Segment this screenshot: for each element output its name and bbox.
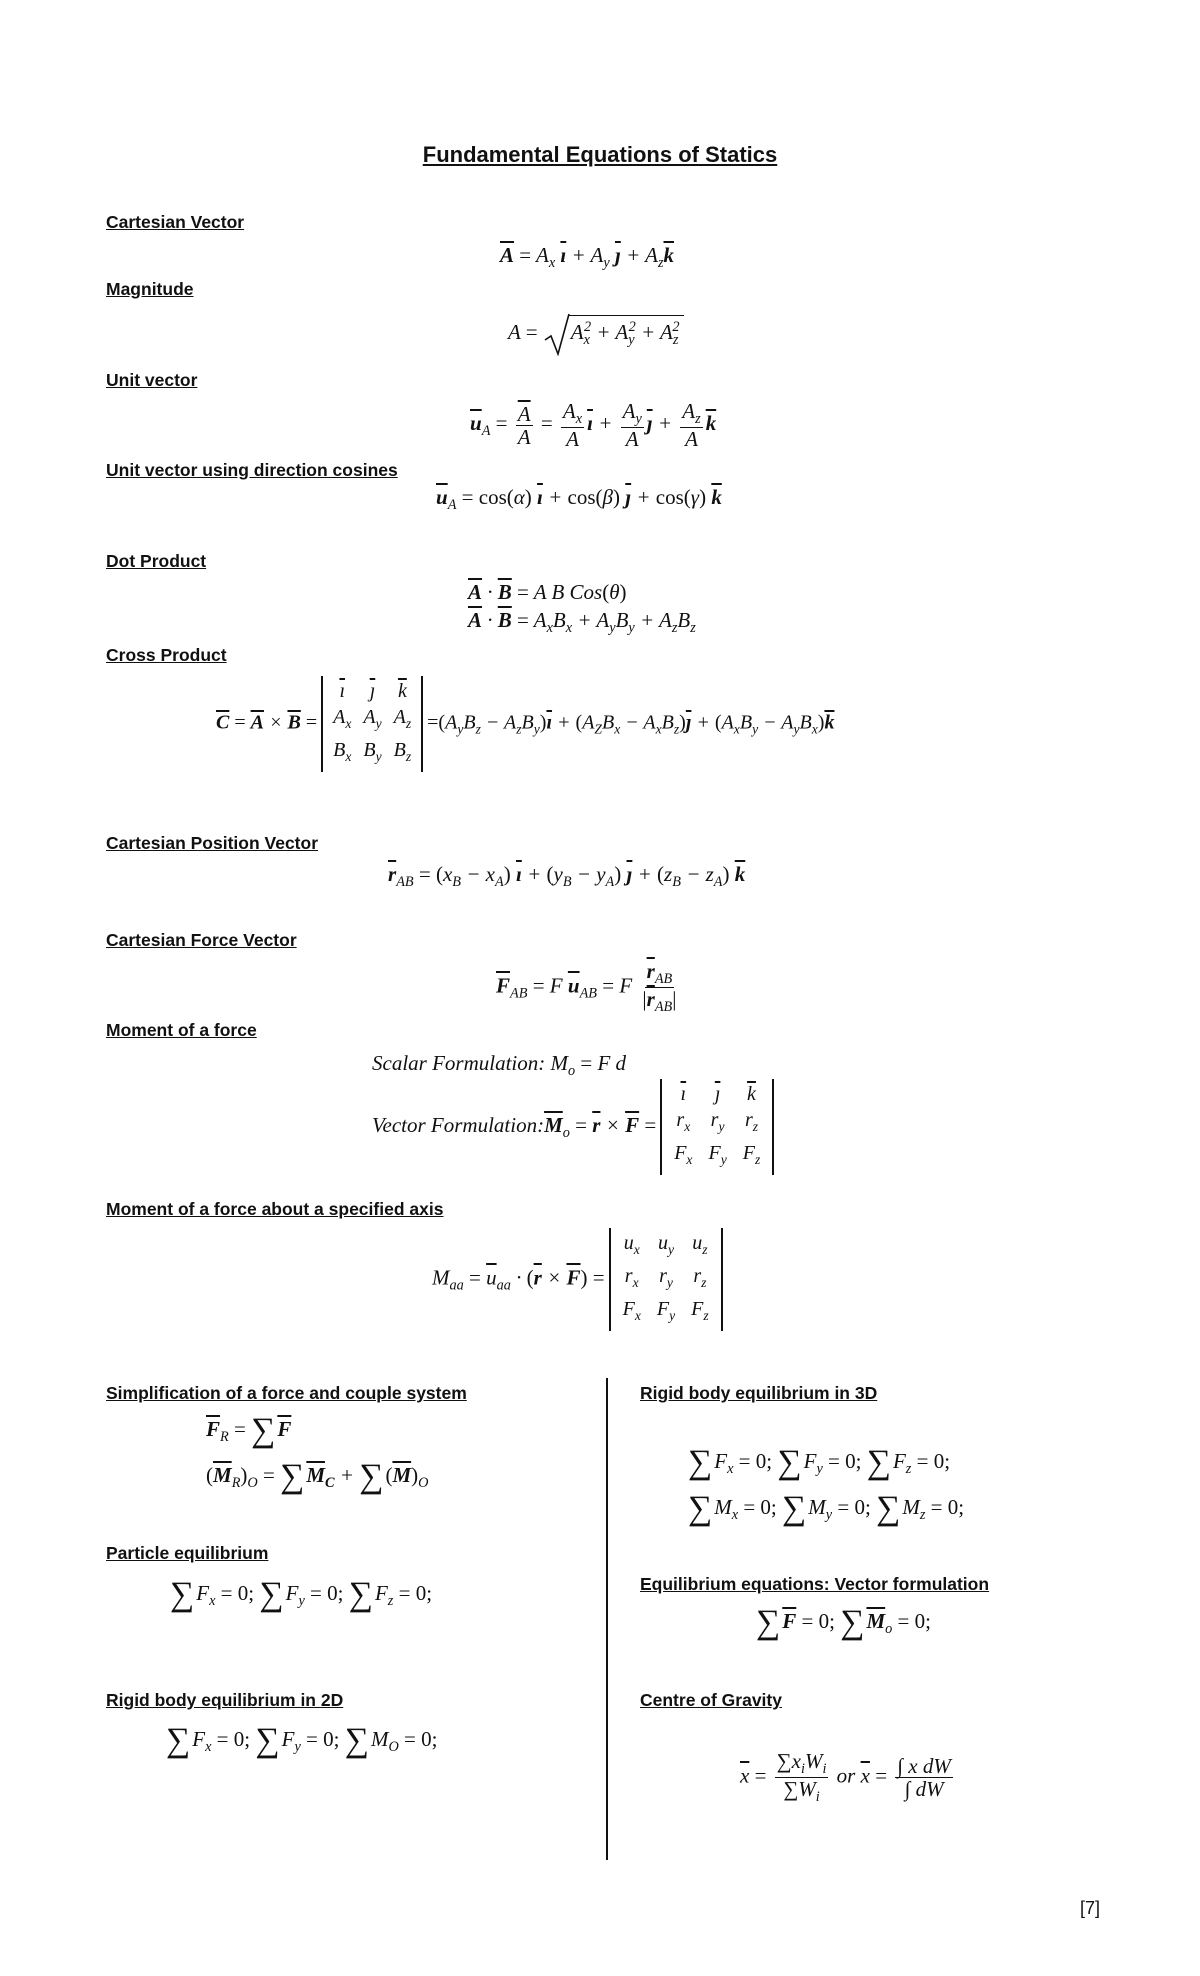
eq-moment-axis: $M_{aa} = \overline{u}_{aa} \cdot (\overline{r} \times \overline{F})$ = $u_x$ $u_y$ $u_z$ $r_x$ $r_y$ $r_z$ $F_x$ $F_y$ $F_z$	[432, 1228, 727, 1331]
label-vector-formulation: Equilibrium equations: Vector formulation	[640, 1574, 990, 1594]
label-moment-axis: Moment of a force about a specified axis	[106, 1199, 444, 1219]
label-rigid-3d: Rigid body equilibrium in 3D	[640, 1383, 878, 1403]
label-magnitude: Magnitude	[106, 279, 194, 299]
label-unit-vector: Unit vector	[106, 370, 198, 390]
sqrt-sign-icon	[543, 312, 571, 356]
eq-resultant-moment: $(\overline{M}_R)_O = \sum\overline{M}_C + \sum(\overline{M})_O$	[206, 1458, 429, 1495]
determinant-axis: $u_x$ $u_y$ $u_z$ $r_x$ $r_y$ $r_z$ $F_x$ $F_y$ $F_z$	[609, 1228, 723, 1331]
page-title: Fundamental Equations of Statics	[422, 142, 778, 167]
label-simplification: Simplification of a force and couple system	[106, 1383, 467, 1403]
eq-moment-vector: Vector $Formulation:\overline{M}_o = \overline{r} \times \overline{F}$ = $\overline{ı}$ $\overline{ȷ}$ $\overline{k}$ $r_x$ $r_y$ $r_z$ $F_x$ $F_y$ $F_z$	[372, 1079, 778, 1175]
label-dot-product: Dot Product	[106, 551, 207, 571]
label-unit-vector-cosines: Unit vector using direction cosines	[106, 460, 398, 480]
eq-centre-gravity: $\overline{x}$ = $\frac{\sum x_iW_i}{\sum W_i}$ or $\overline{x}$ = $\frac{\text{∫ x dW}}{\int dW}$	[740, 1749, 951, 1806]
eq-position-vector: $\overline{r}_{AB} = (x_B - x_A) \overline{ı} + (y_B - y_A) \overline{ȷ} + (z_B - z_A)$ $\overline{k}$	[388, 862, 746, 891]
eq-particle-equilibrium: $\sum F_x = 0$; $\sum F_y = 0$; $\sum F_z = 0$;	[170, 1576, 433, 1613]
or-text: or	[836, 1763, 856, 1788]
label-position-vector: Cartesian Position Vector	[106, 833, 319, 853]
eq-direction-cosines: $\overline{u}_A = \cos(\alpha) \overline{ı} + \cos(\beta) \overline{ȷ} + \cos(\gamma)$ $\overline{k}$	[436, 485, 722, 514]
eq-rigid-2d: $\sum F_x = 0$; $\sum F_y = 0$; $\sum M_O = 0$;	[166, 1722, 438, 1759]
label-cross-product: Cross Product	[106, 645, 227, 665]
label-moment-force: Moment of a force	[106, 1020, 257, 1040]
label-force-vector: Cartesian Force Vector	[106, 930, 297, 950]
eq-magnitude: $A = A_x^2 + A_y^2 + A_z^2$	[508, 312, 684, 356]
label-centre-gravity: Centre of Gravity	[640, 1690, 782, 1710]
eq-moment-scalar: Scalar Formulation: $M_o = F$ d	[372, 1051, 627, 1080]
eq-dot-product-1: $\overline{A} \cdot \overline{B} = A$ B Cos(θ)	[468, 580, 627, 604]
determinant-cross: $\overline{ı}$ $\overline{ȷ}$ $\overline{k}$ $A_x$ $A_y$ $A_z$ $B_x$ $B_y$ $B_z$	[321, 676, 423, 772]
column-divider	[606, 1378, 608, 1860]
eq-unit-vector: $\overline{u}_A$ = $\frac{\overline{A}}{A}$ = $\frac{A_x}{A}$ $\overline{ı}$ + $\frac{A_y}{A}$ $\overline{ȷ}$ + $\frac{A_z}{A}$ $\overline{k}$	[470, 399, 717, 452]
vector-formulation-label: Vector Formulation:	[372, 1112, 545, 1137]
eq-cartesian-vector: $\overline{A} = A_x$ $\overline{ı} + A_y$ $\overline{ȷ} + A_z\overline{k}$	[500, 243, 674, 272]
label-particle-equilibrium: Particle equilibrium	[106, 1543, 269, 1563]
eq-rigid-3d-forces: $\sum F_x = 0$; $\sum F_y = 0$; $\sum F_z = 0$;	[688, 1444, 951, 1481]
scalar-formulation-label: Scalar Formulation:	[372, 1051, 546, 1075]
label-cartesian-vector: Cartesian Vector	[106, 212, 245, 232]
eq-vector-formulation: $\sum\overline{F} = 0$; $\sum\overline{M}_o = 0$;	[756, 1604, 931, 1641]
label-rigid-2d: Rigid body equilibrium in 2D	[106, 1690, 344, 1710]
eq-dot-product-2: $\overline{A} \cdot \overline{B} = A_xB_x + A_yB_y + A_zB_z$	[468, 608, 696, 637]
determinant-moment: $\overline{ı}$ $\overline{ȷ}$ $\overline{k}$ $r_x$ $r_y$ $r_z$ $F_x$ $F_y$ $F_z$	[660, 1079, 774, 1175]
eq-rigid-3d-moments: $\sum M_x = 0$; $\sum M_y = 0$; $\sum M_z = 0$;	[688, 1490, 965, 1527]
eq-force-vector: $\overline{F}_{AB} = F$ $\overline{u}_{AB} = F$ $\frac{\overline{r}_{AB}}{|\overline{r}_{AB}|}$	[496, 959, 677, 1016]
eq-cross-product: $\overline{C} = \overline{A} \times \overline{B}$ = $\overline{ı}$ $\overline{ȷ}$ $\overline{k}$ $A_x$ $A_y$ $A_z$ $B_x$ $B_y$ $B_z$ $=(A_yB_z - A_zB_y)\overline{ı} + (A_ZB_x - A_xB_z)\overline{ȷ} + (A_xB_y - A_yB_x)\overline{k}$	[216, 676, 834, 772]
page-number: [7]	[1080, 1898, 1101, 1918]
eq-resultant-force: $\overline{F}_R = \sum\overline{F}$	[206, 1412, 292, 1449]
